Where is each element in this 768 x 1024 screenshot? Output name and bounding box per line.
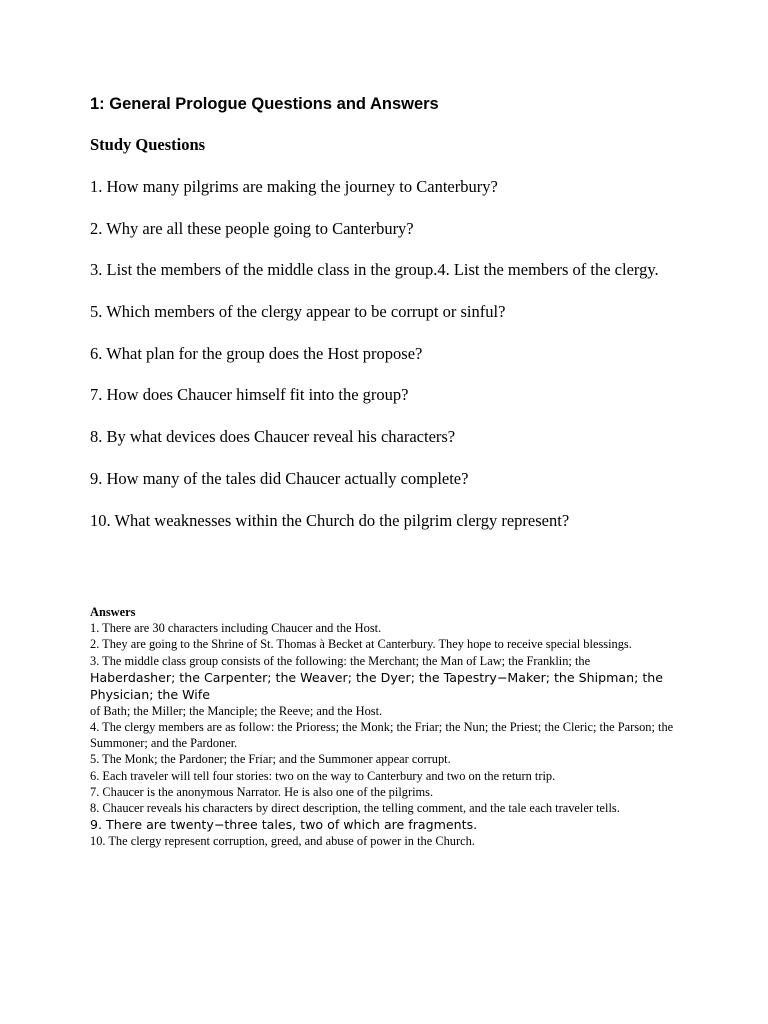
question-item: 2. Why are all these people going to Canterbury? (90, 218, 414, 238)
document-page (90, 0, 690, 1024)
question-item: 5. Which members of the clergy appear to be corrupt or sinful? (90, 302, 506, 322)
study-questions-heading: Study Questions (90, 135, 206, 154)
answer-item: 7. Chaucer is the anonymous Narrator. He is also one of the pilgrims. (90, 784, 434, 799)
question-item: 1. How many pilgrims are making the journey to Canterbury? (90, 177, 498, 196)
question-item: 8. By what devices does Chaucer reveal his characters? (90, 427, 456, 447)
answer-item: 8. Chaucer reveals his characters by direct description, the telling comment, and the tale each traveler tells. (90, 801, 620, 816)
question-item: 7. How does Chaucer himself fit into the group? (90, 385, 409, 405)
answer-item: 2. They are going to the Shrine of St. Thomas à Becket at Canterbury. They hope to receive special blessings. (90, 637, 632, 652)
answers-section (90, 604, 690, 849)
answer-item: 4. The clergy members are as follow: the Prioress; the Monk; the Friar; the Nun; the Priest; the Cleric; the Parson; the Summoner; and the Pardoner. (90, 720, 674, 751)
question-item: 6. What plan for the group does the Host propose? (90, 343, 423, 363)
study-questions-list (90, 176, 680, 551)
answer-item: 5. The Monk; the Pardoner; the Friar; and the Summoner appear corrupt. (90, 752, 451, 767)
question-item: 10. What weaknesses within the Church do the pilgrim clergy represent? (90, 510, 570, 530)
answer-item: 9. There are twenty−three tales, two of which are fragments. (90, 817, 478, 833)
question-item: 3. List the members of the middle class in the group.4. List the members of the clergy. (90, 260, 659, 280)
document-title: 1: General Prologue Questions and Answers (90, 95, 439, 113)
answer-3-text-part-2: Haberdasher; the Carpenter; the Weaver; the Dyer; the Tapestry−Maker; the Shipman; the Physician; the Wife (90, 669, 664, 702)
answer-item (90, 653, 690, 719)
answer-item: 6. Each traveler will tell four stories: two on the way to Canterbury and two on the return trip. (90, 768, 556, 783)
question-item: 9. How many of the tales did Chaucer actually complete? (90, 468, 469, 488)
answer-item: 1. There are 30 characters including Chaucer and the Host. (90, 621, 382, 636)
answer-3-text-part-3: of Bath; the Miller; the Manciple; the Reeve; and the Host. (90, 703, 383, 718)
answer-item: 10. The clergy represent corruption, greed, and abuse of power in the Church. (90, 834, 475, 849)
answers-heading: Answers (90, 605, 136, 619)
answer-3-text-part-1: 3. The middle class group consists of the following: the Merchant; the Man of Law; the Franklin; the (90, 653, 591, 668)
